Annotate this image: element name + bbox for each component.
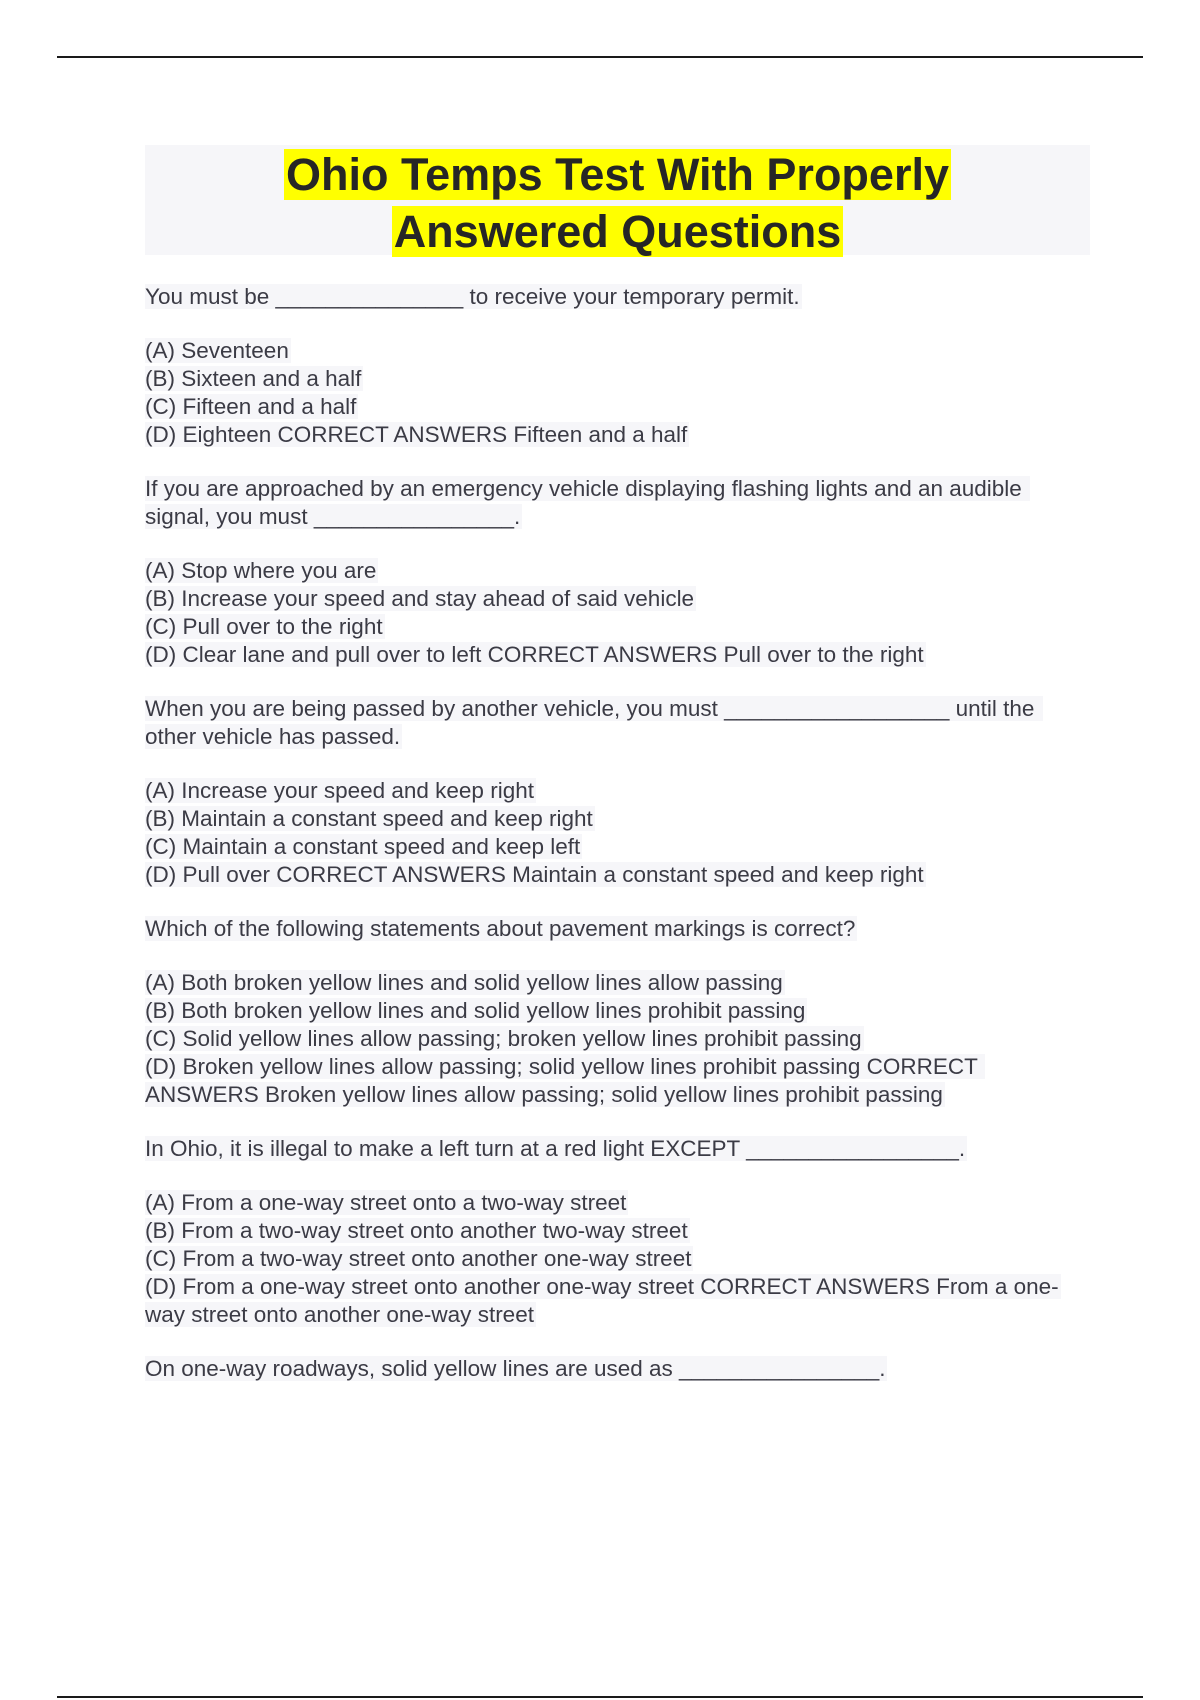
question-1 — [145, 283, 1090, 311]
question-1-options — [145, 337, 1090, 449]
question-2-options — [145, 557, 1090, 669]
page-content — [145, 145, 1090, 1383]
answer-option: (D) Broken yellow lines allow passing; solid yellow lines prohibit passing CORRECT ANSWERS Broken yellow lines allow passing; solid yellow lines prohibit passing — [145, 1054, 983, 1107]
bottom-rule — [57, 1696, 1143, 1698]
question-5-options — [145, 1189, 1090, 1329]
answer-option: (C) Pull over to the right — [145, 614, 383, 639]
answer-option: (D) Eighteen CORRECT ANSWERS Fifteen and a half — [145, 422, 688, 447]
title-line-2-row — [145, 203, 1090, 260]
page-title-line-1: Ohio Temps Test With Properly — [285, 149, 949, 200]
answer-option: (B) Increase your speed and stay ahead of said vehicle — [145, 586, 695, 611]
question-5 — [145, 1135, 1090, 1163]
question-4-options — [145, 969, 1090, 1109]
answer-option: (B) From a two-way street onto another two-way street — [145, 1218, 688, 1243]
answer-option: (D) Clear lane and pull over to left CORRECT ANSWERS Pull over to the right — [145, 642, 924, 667]
answer-option: (A) Seventeen — [145, 338, 289, 363]
question-text: In Ohio, it is illegal to make a left turn at a red light EXCEPT _________________. — [145, 1136, 966, 1161]
answer-option: (A) Stop where you are — [145, 558, 377, 583]
answer-option: (B) Both broken yellow lines and solid yellow lines prohibit passing — [145, 998, 806, 1023]
title-box — [145, 145, 1090, 255]
page-title-line-2: Answered Questions — [393, 206, 842, 257]
question-text: Which of the following statements about pavement markings is correct? — [145, 916, 856, 941]
question-text: When you are being passed by another vehicle, you must __________________ until the other vehicle has passed. — [145, 696, 1041, 749]
answer-option: (D) From a one-way street onto another one-way street CORRECT ANSWERS From a one-way street onto another one-way street — [145, 1274, 1059, 1327]
answer-option: (C) Maintain a constant speed and keep left — [145, 834, 581, 859]
answer-option: (B) Maintain a constant speed and keep right — [145, 806, 593, 831]
answer-option: (C) From a two-way street onto another one-way street — [145, 1246, 692, 1271]
question-3 — [145, 695, 1090, 751]
answer-option: (C) Fifteen and a half — [145, 394, 357, 419]
answer-option: (C) Solid yellow lines allow passing; broken yellow lines prohibit passing — [145, 1026, 862, 1051]
answer-option: (D) Pull over CORRECT ANSWERS Maintain a constant speed and keep right — [145, 862, 924, 887]
title-line-1-row — [145, 146, 1090, 203]
question-text: If you are approached by an emergency vehicle displaying flashing lights and an audible signal, you must ________________. — [145, 476, 1029, 529]
question-text: On one-way roadways, solid yellow lines are used as ________________. — [145, 1356, 886, 1381]
answer-option: (A) Both broken yellow lines and solid yellow lines allow passing — [145, 970, 783, 995]
answer-option: (A) Increase your speed and keep right — [145, 778, 534, 803]
answer-option: (B) Sixteen and a half — [145, 366, 362, 391]
question-list — [145, 283, 1090, 1383]
question-text: You must be _______________ to receive your temporary permit. — [145, 284, 800, 309]
question-3-options — [145, 777, 1090, 889]
question-6 — [145, 1355, 1090, 1383]
top-rule — [57, 56, 1143, 58]
question-2 — [145, 475, 1090, 531]
answer-option: (A) From a one-way street onto a two-way street — [145, 1190, 627, 1215]
question-4 — [145, 915, 1090, 943]
